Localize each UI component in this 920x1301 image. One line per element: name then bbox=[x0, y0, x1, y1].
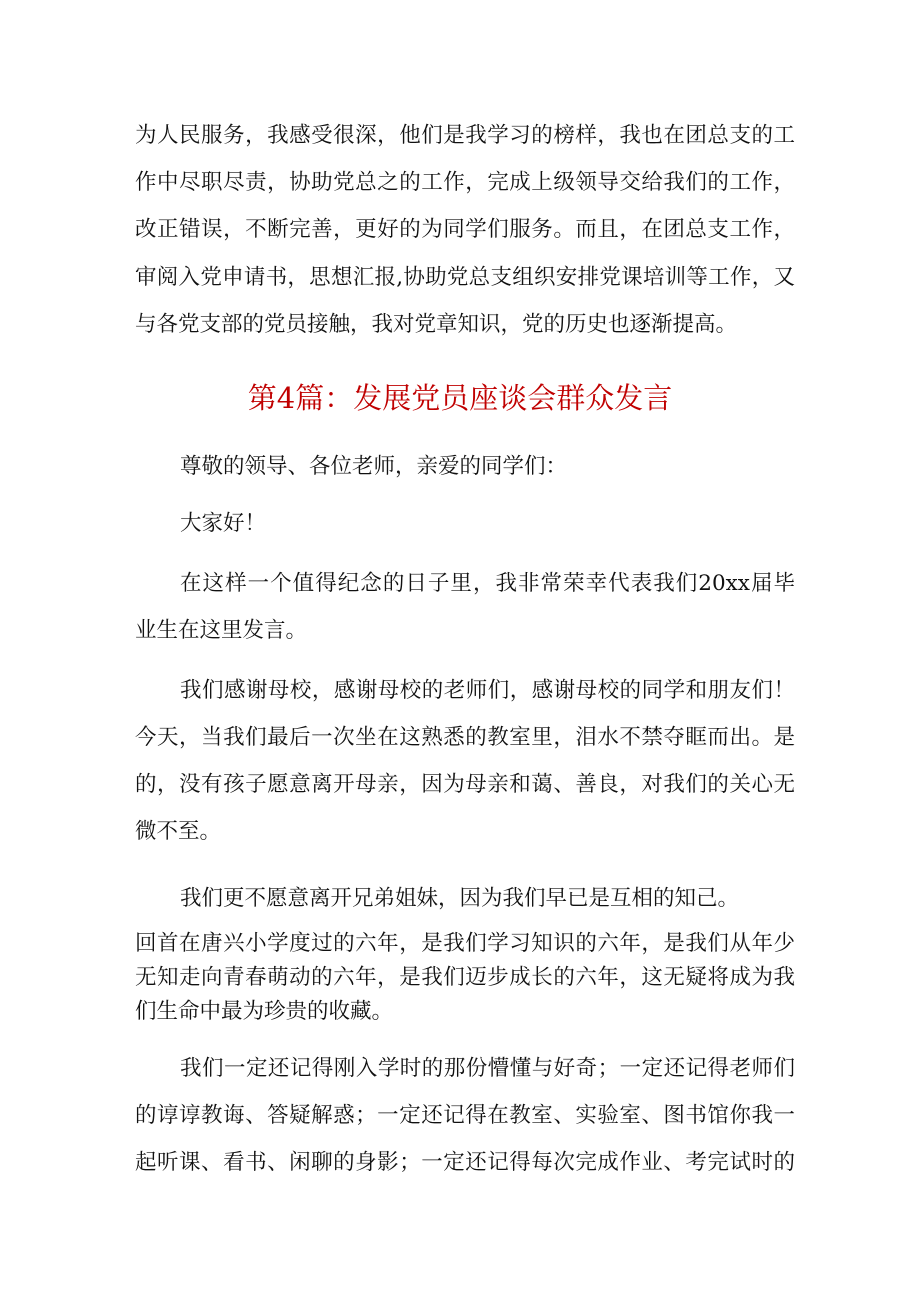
intro-line: 审阅入党申请书，思想汇报,协助党总支组织安排党课培训等工作，又 bbox=[135, 265, 795, 290]
paragraph-line: 我们一定还记得刚入学时的那份懵懂与好奇；一定还记得老师们 bbox=[180, 1056, 795, 1081]
paragraph-line: 的谆谆教诲、答疑解惑；一定还记得在教室、实验室、图书馆你我一 bbox=[135, 1103, 795, 1128]
greeting: 大家好！ bbox=[180, 511, 267, 536]
paragraph-line: 今天，当我们最后一次坐在这熟悉的教室里，泪水不禁夺眶而出。是 bbox=[135, 725, 795, 750]
paragraph-line: 的，没有孩子愿意离开母亲，因为母亲和蔼、善良，对我们的关心无 bbox=[135, 772, 795, 797]
intro-line: 作中尽职尽责，协助党总之的工作，完成上级领导交给我们的工作， bbox=[135, 170, 795, 195]
salutation: 尊敬的领导、各位老师，亲爱的同学们： bbox=[180, 454, 568, 479]
paragraph-line: 起听课、看书、闲聊的身影；一定还记得每次完成作业、考完试时的 bbox=[135, 1150, 795, 1175]
intro-line: 为人民服务，我感受很深，他们是我学习的榜样，我也在团总支的工 bbox=[135, 123, 795, 148]
paragraph-line: 我们更不愿意离开兄弟姐妹，因为我们早已是互相的知己。 bbox=[180, 886, 740, 911]
paragraph-line: 回首在唐兴小学度过的六年，是我们学习知识的六年，是我们从年少 bbox=[135, 931, 795, 956]
paragraph-line: 微不至。 bbox=[135, 819, 222, 844]
paragraph-line: 业生在这里发言。 bbox=[135, 618, 308, 643]
paragraph-line: 们生命中最为珍贵的收藏。 bbox=[135, 999, 394, 1024]
intro-line: 改正错误，不断完善，更好的为同学们服务。而且，在团总支工作， bbox=[135, 217, 795, 242]
section-heading: 第4篇：发展党员座谈会群众发言 bbox=[247, 381, 673, 415]
paragraph-line: 在这样一个值得纪念的日子里，我非常荣幸代表我们20xx届毕 bbox=[180, 571, 795, 596]
paragraph-line: 无知走向青春萌动的六年，是我们迈步成长的六年，这无疑将成为我 bbox=[135, 965, 795, 990]
paragraph-line: 我们感谢母校，感谢母校的老师们，感谢母校的同学和朋友们！ bbox=[180, 678, 795, 703]
intro-line: 与各党支部的党员接触，我对党章知识，党的历史也逐渐提高。 bbox=[135, 312, 738, 337]
